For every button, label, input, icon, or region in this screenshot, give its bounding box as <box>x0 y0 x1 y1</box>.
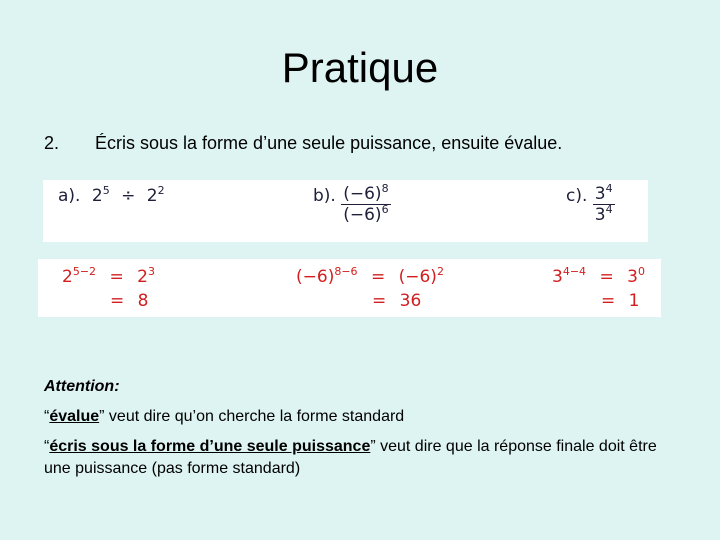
solution-c-line1 <box>552 267 645 287</box>
note2-term: écris sous la forme d’une seule puissance <box>49 438 371 455</box>
problem-a-base2: 2 <box>146 186 158 206</box>
problem-c-numerator <box>593 184 615 205</box>
solution-a-line1 <box>62 267 155 287</box>
problem-b-den-exp: 6 <box>381 203 389 216</box>
solution-b-base: (−6) <box>296 267 335 287</box>
note2-open-quote: “ <box>44 438 50 455</box>
problem-c-num-exp: 4 <box>605 182 613 195</box>
problem-b-num-exp: 8 <box>381 182 389 195</box>
problem-b-denominator <box>341 205 390 225</box>
attention-title: Attention: <box>44 378 120 395</box>
solution-a-res-base: 2 <box>137 267 148 287</box>
problem-c-den-exp: 4 <box>605 203 613 216</box>
problem-c-num-base: 3 <box>594 184 606 204</box>
question-line <box>44 131 562 155</box>
solution-b-exp: 8−6 <box>334 265 358 278</box>
attention-notes <box>44 376 684 480</box>
problem-c <box>566 184 615 225</box>
solution-c-exp: 4−4 <box>562 265 587 278</box>
slide-title: Pratique <box>281 44 439 91</box>
solution-b-value: 36 <box>399 291 422 311</box>
problem-b <box>313 184 391 225</box>
problem-a-base1: 2 <box>91 186 103 206</box>
solution-a-eq2: = <box>110 291 125 311</box>
problem-c-den-base: 3 <box>594 205 606 225</box>
note1-rest: ” veut dire qu’on cherche la forme standard <box>99 408 405 425</box>
question-text: Écris sous la forme d’une seule puissance, ensuite évalue. <box>95 133 563 153</box>
attention-note-ecris <box>44 436 684 480</box>
solution-a-base: 2 <box>62 267 73 287</box>
question-number: 2. <box>44 133 60 153</box>
problem-b-numerator <box>341 184 390 205</box>
note2-rest: ” veut dire que la réponse finale doit être une puissance (pas forme standard) <box>44 438 657 477</box>
solution-c-line2 <box>601 291 639 311</box>
problem-c-fraction <box>593 184 615 225</box>
solution-c-res-base: 3 <box>627 267 638 287</box>
problem-b-num-base: (−6) <box>343 184 382 204</box>
problem-b-fraction <box>341 184 390 225</box>
problem-a-exp2: 2 <box>157 184 165 197</box>
problem-a-exp1: 5 <box>102 184 110 197</box>
solution-a-res-exp: 3 <box>147 265 155 278</box>
problem-c-label: c). <box>566 186 588 206</box>
problem-a-operator: ÷ <box>121 186 136 206</box>
note1-term: évalue <box>49 408 100 425</box>
solution-a-eq1: = <box>109 267 124 287</box>
solution-c-base: 3 <box>552 267 563 287</box>
solution-b-eq1: = <box>370 267 386 287</box>
attention-note-evalue <box>44 406 684 428</box>
solution-b-res-exp: 2 <box>436 265 444 278</box>
problem-b-label: b). <box>313 186 336 206</box>
problem-c-denominator <box>593 205 615 225</box>
solution-c-eq2: = <box>601 291 616 311</box>
solution-a-value: 8 <box>137 291 149 311</box>
solution-c-value: 1 <box>628 291 640 311</box>
problem-a-label: a). <box>58 186 81 206</box>
solution-b-res-base: (−6) <box>398 267 437 287</box>
problem-a <box>58 186 165 206</box>
solution-b-eq2: = <box>372 291 387 311</box>
problem-b-den-base: (−6) <box>343 205 382 225</box>
solution-a-exp: 5−2 <box>72 265 97 278</box>
solution-a-line2 <box>110 291 148 311</box>
note1-open-quote: “ <box>44 408 50 425</box>
solution-c-res-exp: 0 <box>637 265 645 278</box>
solution-c-eq1: = <box>599 267 614 287</box>
solution-b-line2 <box>372 291 421 311</box>
problems-panel <box>43 180 648 242</box>
solutions-panel <box>38 259 661 317</box>
solution-b-line1 <box>296 267 444 287</box>
